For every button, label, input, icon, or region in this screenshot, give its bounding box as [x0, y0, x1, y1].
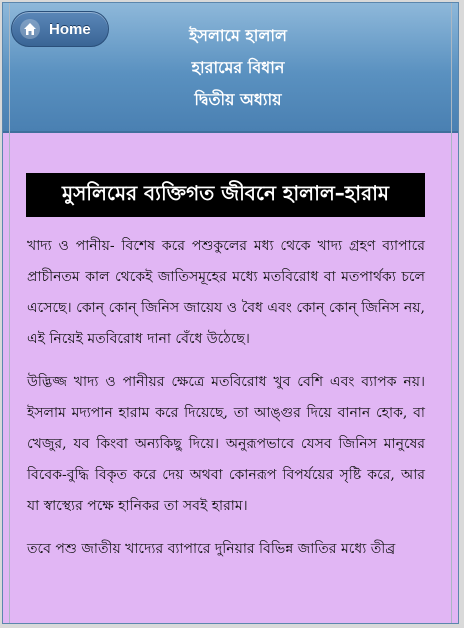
- article-body: [27, 231, 425, 577]
- title-line-2: হারামের বিধান: [191, 58, 285, 77]
- page-title: [133, 20, 343, 116]
- app-frame: [2, 2, 459, 624]
- home-button[interactable]: [11, 11, 109, 47]
- header-bar: [3, 3, 458, 133]
- home-icon: [20, 19, 40, 39]
- chapter-heading: মুসলিমের ব্যক্তিগত জীবনে হালাল–হারাম: [26, 173, 425, 217]
- title-line-3: দ্বিতীয় অধ্যায়: [194, 90, 282, 109]
- paragraph: তবে পশু জাতীয় খাদ্যের ব্যাপারে দুনিয়ার বিভিন্ন জাতির মধ্যে তীব্র: [27, 541, 396, 557]
- paragraph: উদ্ভিজ্জ খাদ্য ও পানীয়র ক্ষেত্রে মতবিরোধ খুব বেশি এবং ব্যাপক নয়। ইসলাম মদ্যপান হারাম করে দিয়েছে, তা আঙ্গুর দিয়ে বানান হোক, বা খেজুর, যব কিংবা অন্যকিছু দিয়ে। অনুরূপভাবে যেসব জিনিস মানুষের বিবেক-বুদ্ধি বিকৃত করে দেয় অথবা কোনরূপ বিপর্যয়ের সৃষ্টি করে, আর যা স্বাস্থ্যের পক্ষে হানিকর তা সবই হারাম।: [27, 374, 425, 514]
- title-line-1: ইসলামে হালাল: [189, 26, 287, 45]
- paragraph: খাদ্য ও পানীয়- বিশেষ করে পশুকুলের মধ্য থেকে খাদ্য গ্রহণ ব্যাপারে প্রাচীনতম কাল থেকেই জাতিসমূহের মধ্যে মতবিরোধ বা মতপার্থক্য চলে এসেছে। কোন্ কোন্ জিনিস জায়েয ও বৈধ এবং কোন্ কোন্ জিনিস নয়, এই নিয়েই মতবিরোধ দানা বেঁধে উঠেছে।: [27, 238, 425, 347]
- right-divider: [451, 3, 452, 623]
- home-button-label: Home: [49, 20, 91, 38]
- left-divider: [9, 3, 10, 623]
